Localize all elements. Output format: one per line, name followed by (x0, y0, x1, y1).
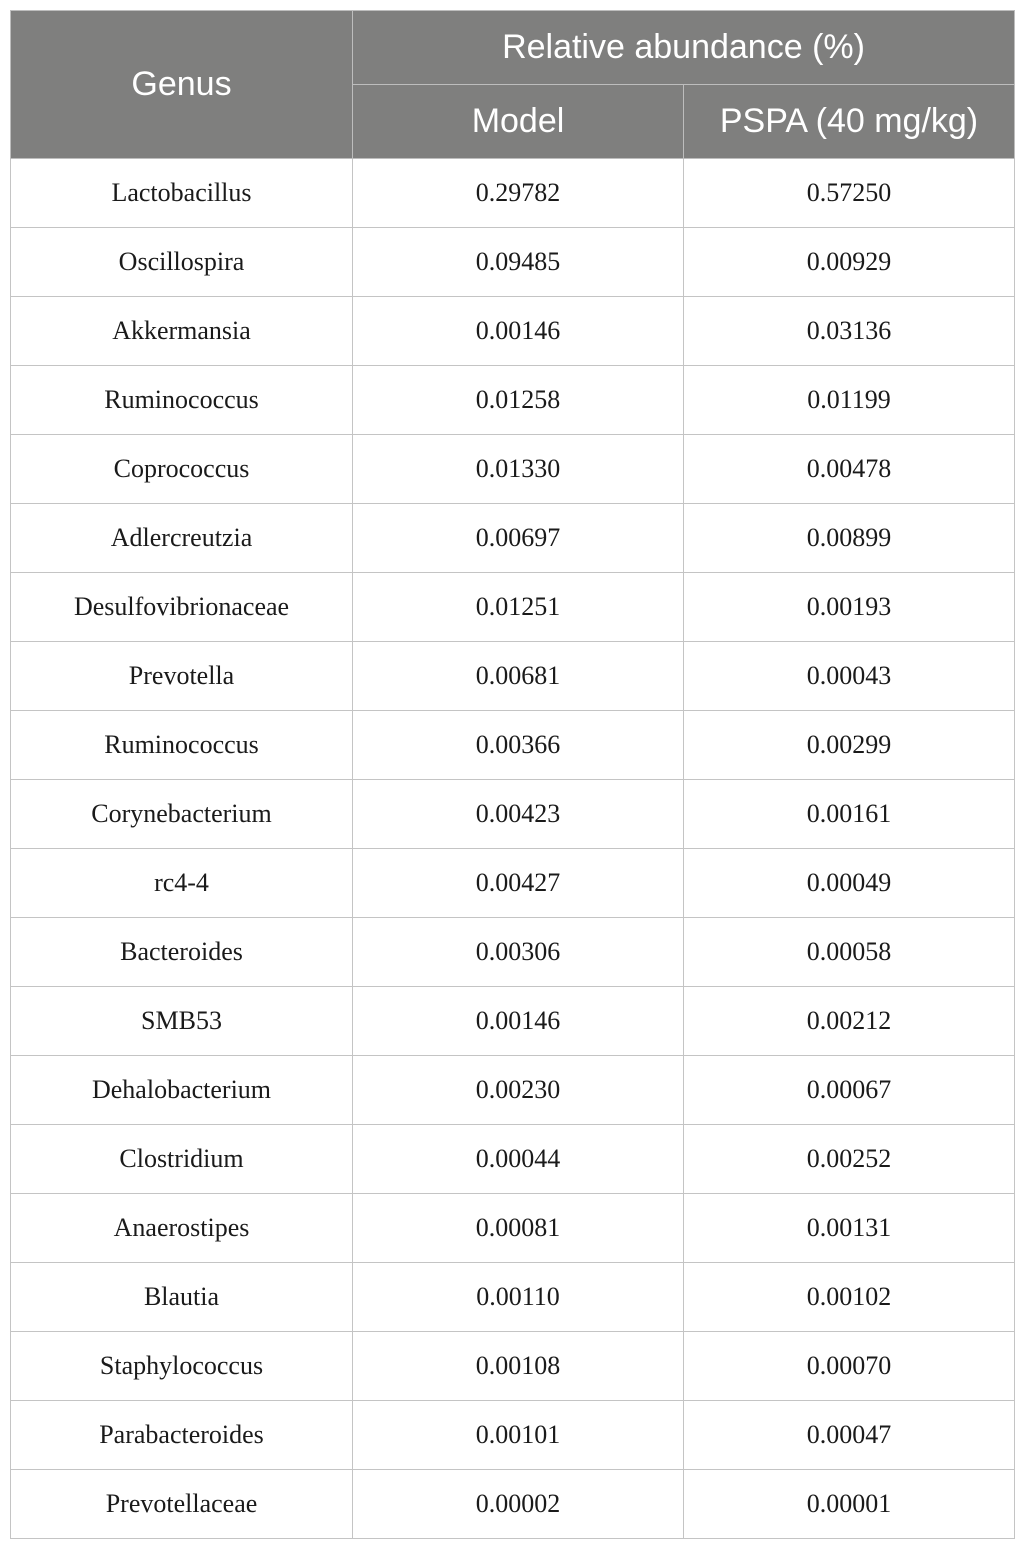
cell-pspa: 0.00070 (684, 1332, 1015, 1401)
table-row (11, 435, 1015, 504)
cell-genus: Parabacteroides (11, 1401, 353, 1470)
cell-model: 0.00044 (353, 1125, 684, 1194)
cell-model: 0.00146 (353, 297, 684, 366)
cell-genus: Clostridium (11, 1125, 353, 1194)
cell-pspa: 0.00212 (684, 987, 1015, 1056)
cell-genus: Ruminococcus (11, 711, 353, 780)
cell-genus: Oscillospira (11, 228, 353, 297)
table-row (11, 297, 1015, 366)
table-row (11, 780, 1015, 849)
cell-pspa: 0.00131 (684, 1194, 1015, 1263)
cell-pspa: 0.00929 (684, 228, 1015, 297)
cell-model: 0.00697 (353, 504, 684, 573)
cell-genus: Corynebacterium (11, 780, 353, 849)
table-row (11, 159, 1015, 228)
cell-genus: Prevotella (11, 642, 353, 711)
header-relative-abundance: Relative abundance (%) (353, 11, 1015, 85)
cell-genus: Akkermansia (11, 297, 353, 366)
cell-pspa: 0.03136 (684, 297, 1015, 366)
cell-pspa: 0.00252 (684, 1125, 1015, 1194)
cell-model: 0.09485 (353, 228, 684, 297)
cell-model: 0.01330 (353, 435, 684, 504)
cell-genus: Coprococcus (11, 435, 353, 504)
cell-genus: Adlercreutzia (11, 504, 353, 573)
cell-model: 0.00110 (353, 1263, 684, 1332)
cell-genus: Anaerostipes (11, 1194, 353, 1263)
cell-pspa: 0.00047 (684, 1401, 1015, 1470)
header-pspa: PSPA (40 mg/kg) (684, 85, 1015, 159)
table-row (11, 1401, 1015, 1470)
table-row (11, 504, 1015, 573)
cell-genus: SMB53 (11, 987, 353, 1056)
cell-model: 0.00230 (353, 1056, 684, 1125)
cell-pspa: 0.00478 (684, 435, 1015, 504)
header-model: Model (353, 85, 684, 159)
cell-pspa: 0.57250 (684, 159, 1015, 228)
header-genus: Genus (11, 11, 353, 159)
cell-pspa: 0.00899 (684, 504, 1015, 573)
table-row (11, 849, 1015, 918)
cell-genus: Desulfovibrionaceae (11, 573, 353, 642)
table-row (11, 987, 1015, 1056)
table-row (11, 1332, 1015, 1401)
table-row (11, 1194, 1015, 1263)
table-row (11, 1125, 1015, 1194)
cell-model: 0.29782 (353, 159, 684, 228)
cell-pspa: 0.00102 (684, 1263, 1015, 1332)
cell-genus: Blautia (11, 1263, 353, 1332)
cell-model: 0.00101 (353, 1401, 684, 1470)
cell-genus: Ruminococcus (11, 366, 353, 435)
cell-pspa: 0.01199 (684, 366, 1015, 435)
cell-genus: Prevotellaceae (11, 1470, 353, 1539)
cell-model: 0.00108 (353, 1332, 684, 1401)
cell-pspa: 0.00001 (684, 1470, 1015, 1539)
table-row (11, 1263, 1015, 1332)
cell-model: 0.00427 (353, 849, 684, 918)
cell-pspa: 0.00067 (684, 1056, 1015, 1125)
cell-model: 0.00306 (353, 918, 684, 987)
relative-abundance-table (10, 10, 1015, 1539)
cell-model: 0.00146 (353, 987, 684, 1056)
cell-genus: Dehalobacterium (11, 1056, 353, 1125)
cell-model: 0.00002 (353, 1470, 684, 1539)
cell-model: 0.00423 (353, 780, 684, 849)
table-row (11, 228, 1015, 297)
cell-genus: Staphylococcus (11, 1332, 353, 1401)
table-body (11, 159, 1015, 1539)
cell-model: 0.01258 (353, 366, 684, 435)
cell-genus: Lactobacillus (11, 159, 353, 228)
cell-model: 0.01251 (353, 573, 684, 642)
cell-pspa: 0.00299 (684, 711, 1015, 780)
cell-pspa: 0.00058 (684, 918, 1015, 987)
table-row (11, 1470, 1015, 1539)
table-row (11, 642, 1015, 711)
cell-pspa: 0.00161 (684, 780, 1015, 849)
table-row (11, 918, 1015, 987)
cell-genus: rc4-4 (11, 849, 353, 918)
cell-genus: Bacteroides (11, 918, 353, 987)
cell-model: 0.00681 (353, 642, 684, 711)
cell-pspa: 0.00193 (684, 573, 1015, 642)
cell-pspa: 0.00049 (684, 849, 1015, 918)
table-row (11, 711, 1015, 780)
table-row (11, 366, 1015, 435)
table-row (11, 573, 1015, 642)
cell-pspa: 0.00043 (684, 642, 1015, 711)
table-header (11, 11, 1015, 159)
table-row (11, 1056, 1015, 1125)
cell-model: 0.00081 (353, 1194, 684, 1263)
cell-model: 0.00366 (353, 711, 684, 780)
